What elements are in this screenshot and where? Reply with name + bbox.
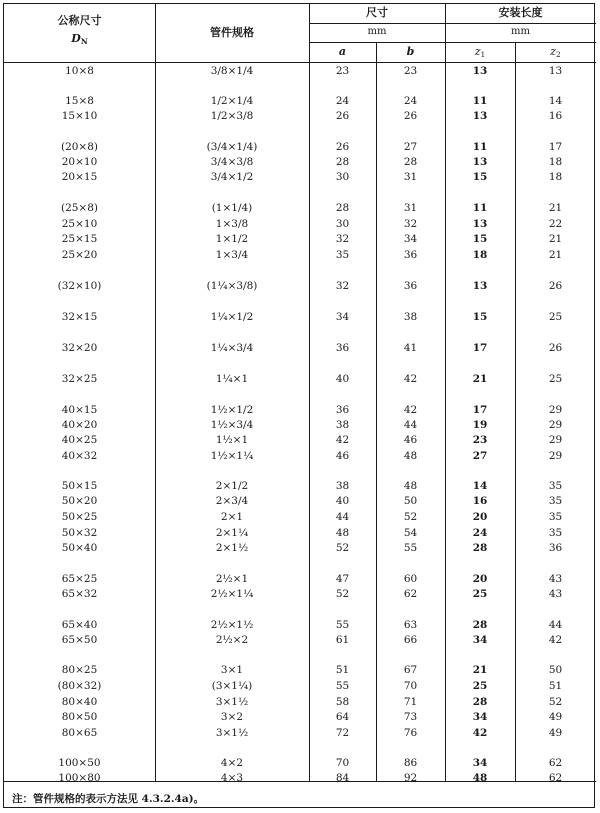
z2-cell: 13 xyxy=(548,65,563,77)
a-cell: 30 xyxy=(335,218,350,230)
z2-cell: 36 xyxy=(548,542,563,554)
spec-cell: 1¼×1/2 xyxy=(210,311,254,323)
z2-cell: 25 xyxy=(548,311,563,323)
z2-cell: 25 xyxy=(548,373,563,385)
b-cell: 32 xyxy=(403,218,418,230)
z1-cell: 25 xyxy=(472,588,488,600)
b-cell: 44 xyxy=(403,419,418,431)
spec-cell: 1½×3/4 xyxy=(210,419,254,431)
z1-cell: 11 xyxy=(472,141,488,153)
a-cell: 36 xyxy=(335,342,350,354)
b-cell: 38 xyxy=(403,311,418,323)
b-cell: 92 xyxy=(403,772,418,784)
dn-cell: 25×20 xyxy=(61,249,98,261)
spec-cell: 2½×1 xyxy=(215,573,249,585)
spec-cell: 3×1½ xyxy=(215,696,249,708)
a-cell: 32 xyxy=(335,233,350,245)
dn-cell: 40×15 xyxy=(61,404,98,416)
col-a-header: a xyxy=(338,45,347,58)
z2-cell: 16 xyxy=(548,110,563,122)
z1-cell: 11 xyxy=(472,95,488,107)
a-cell: 32 xyxy=(335,280,350,292)
a-cell: 35 xyxy=(335,249,350,261)
z2-cell: 29 xyxy=(548,419,563,431)
install-group-unit: mm xyxy=(511,26,530,37)
a-cell: 26 xyxy=(335,110,350,122)
col-z1-header: $z_1$ xyxy=(474,45,486,59)
a-cell: 55 xyxy=(335,619,350,631)
spec-header-title: 管件规格 xyxy=(210,26,254,39)
spec-cell: 2½×1½ xyxy=(210,619,254,631)
dn-header-symbol: $D_N$ xyxy=(71,32,88,46)
b-cell: 42 xyxy=(403,373,418,385)
spec-cell: 1×3/4 xyxy=(215,249,249,261)
spec-cell: 2×1½ xyxy=(215,542,249,554)
b-cell: 55 xyxy=(403,542,418,554)
spec-cell: 2×3/4 xyxy=(215,495,249,507)
a-cell: 24 xyxy=(335,95,350,107)
z1-cell: 18 xyxy=(472,249,488,261)
z2-cell: 49 xyxy=(548,727,563,739)
a-cell: 30 xyxy=(335,171,350,183)
a-cell: 42 xyxy=(335,434,350,446)
dn-cell: 40×20 xyxy=(61,419,98,431)
z1-cell: 16 xyxy=(472,495,488,507)
a-cell: 38 xyxy=(335,419,350,431)
z1-cell: 24 xyxy=(472,527,488,539)
z1-cell: 15 xyxy=(472,233,488,245)
spec-cell: 3×1 xyxy=(220,664,244,676)
b-cell: 27 xyxy=(403,141,418,153)
z2-cell: 62 xyxy=(548,757,563,769)
b-cell: 34 xyxy=(403,233,418,245)
spec-cell: 2×1 xyxy=(220,511,244,523)
z2-cell: 51 xyxy=(548,680,563,692)
spec-cell: 3/4×1/2 xyxy=(210,171,254,183)
z1-cell: 28 xyxy=(472,696,488,708)
dn-cell: 65×32 xyxy=(61,588,98,600)
dn-cell: 80×65 xyxy=(61,727,98,739)
a-cell: 40 xyxy=(335,373,350,385)
dn-header-title: 公称尺寸 xyxy=(57,14,102,27)
dn-cell: 100×80 xyxy=(58,772,101,784)
z1-cell: 19 xyxy=(472,419,488,431)
dn-cell: 32×15 xyxy=(61,311,98,323)
spec-cell: 4×3 xyxy=(220,772,244,784)
z1-cell: 14 xyxy=(472,480,488,492)
z1-cell: 20 xyxy=(472,511,488,523)
z1-cell: 34 xyxy=(472,634,488,646)
z1-cell: 15 xyxy=(472,311,488,323)
a-cell: 38 xyxy=(335,480,350,492)
z2-cell: 29 xyxy=(548,404,563,416)
z1-cell: 21 xyxy=(472,373,488,385)
b-cell: 26 xyxy=(403,110,418,122)
a-cell: 26 xyxy=(335,141,350,153)
z1-cell: 27 xyxy=(472,450,488,462)
b-cell: 63 xyxy=(403,619,418,631)
a-cell: 28 xyxy=(335,202,350,214)
a-cell: 34 xyxy=(335,311,350,323)
z2-cell: 18 xyxy=(548,171,563,183)
z2-cell: 52 xyxy=(548,696,563,708)
z2-cell: 50 xyxy=(548,664,563,676)
spec-cell: 3×2 xyxy=(220,711,244,723)
a-cell: 55 xyxy=(335,680,350,692)
z1-cell: 25 xyxy=(472,680,488,692)
spec-cell: 1/2×1/4 xyxy=(210,95,254,107)
dn-cell: 15×10 xyxy=(61,110,98,122)
z1-cell: 13 xyxy=(472,218,488,230)
size-group-title: 尺寸 xyxy=(366,6,388,19)
spec-cell: 1×1/2 xyxy=(215,233,249,245)
z1-cell: 28 xyxy=(472,542,488,554)
b-cell: 86 xyxy=(403,757,418,769)
b-cell: 50 xyxy=(403,495,418,507)
z2-cell: 22 xyxy=(548,218,563,230)
a-cell: 84 xyxy=(335,772,350,784)
b-cell: 71 xyxy=(403,696,418,708)
dn-cell: 100×50 xyxy=(58,757,101,769)
b-cell: 24 xyxy=(403,95,418,107)
a-cell: 64 xyxy=(335,711,350,723)
dn-cell: 80×50 xyxy=(61,711,98,723)
dn-cell: 50×20 xyxy=(61,495,98,507)
b-cell: 42 xyxy=(403,404,418,416)
a-cell: 23 xyxy=(335,65,350,77)
a-cell: 44 xyxy=(335,511,350,523)
spec-cell: 1½×1 xyxy=(215,434,249,446)
install-group-title: 安装长度 xyxy=(498,6,543,19)
z1-cell: 20 xyxy=(472,573,488,585)
z2-cell: 29 xyxy=(548,434,563,446)
dn-cell: 50×25 xyxy=(61,511,98,523)
header-divider xyxy=(309,23,596,24)
b-cell: 67 xyxy=(403,664,418,676)
spec-cell: 3/4×3/8 xyxy=(210,156,254,168)
z1-cell: 13 xyxy=(472,110,488,122)
dn-cell: 20×15 xyxy=(61,171,98,183)
a-cell: 58 xyxy=(335,696,350,708)
spec-cell: 2×1¼ xyxy=(215,527,249,539)
spec-cell: (1¼×3/8) xyxy=(206,280,258,292)
b-cell: 28 xyxy=(403,156,418,168)
dn-cell: 40×32 xyxy=(61,450,98,462)
z1-cell: 13 xyxy=(472,156,488,168)
z2-cell: 26 xyxy=(548,342,563,354)
z1-cell: 34 xyxy=(472,757,488,769)
z2-cell: 43 xyxy=(548,573,563,585)
a-cell: 72 xyxy=(335,727,350,739)
spec-cell: 1/2×3/8 xyxy=(210,110,254,122)
spec-cell: (3×1¼) xyxy=(211,680,253,692)
dn-cell: 65×25 xyxy=(61,573,98,585)
z1-cell: 17 xyxy=(472,404,488,416)
spec-cell: 2×1/2 xyxy=(215,480,249,492)
z2-cell: 35 xyxy=(548,511,563,523)
a-cell: 47 xyxy=(335,573,350,585)
dn-cell: 32×20 xyxy=(61,342,98,354)
z2-cell: 14 xyxy=(548,95,563,107)
spec-cell: (3/4×1/4) xyxy=(206,141,258,153)
dn-cell: 25×10 xyxy=(61,218,98,230)
header-bottom-rule xyxy=(4,62,596,63)
z1-cell: 17 xyxy=(472,342,488,354)
z1-cell: 13 xyxy=(472,65,488,77)
a-cell: 51 xyxy=(335,664,350,676)
dn-cell: 32×25 xyxy=(61,373,98,385)
header-divider xyxy=(309,42,596,43)
b-cell: 62 xyxy=(403,588,418,600)
b-cell: 36 xyxy=(403,280,418,292)
dn-cell: 10×8 xyxy=(65,65,94,77)
z2-cell: 44 xyxy=(548,619,563,631)
b-cell: 41 xyxy=(403,342,418,354)
z1-cell: 42 xyxy=(472,727,488,739)
a-cell: 28 xyxy=(335,156,350,168)
b-cell: 48 xyxy=(403,480,418,492)
dn-cell: (20×8) xyxy=(60,141,99,153)
b-cell: 31 xyxy=(403,202,418,214)
dn-cell: (80×32) xyxy=(57,680,102,692)
b-cell: 54 xyxy=(403,527,418,539)
b-cell: 48 xyxy=(403,450,418,462)
col-b-header: b xyxy=(406,45,415,58)
dn-cell: 50×40 xyxy=(61,542,98,554)
spec-cell: 4×2 xyxy=(220,757,244,769)
spec-cell: 1¼×1 xyxy=(215,373,249,385)
a-cell: 70 xyxy=(335,757,350,769)
z1-cell: 48 xyxy=(472,772,488,784)
z2-cell: 21 xyxy=(548,202,563,214)
dn-cell: 65×50 xyxy=(61,634,98,646)
z2-cell: 62 xyxy=(548,772,563,784)
b-cell: 23 xyxy=(403,65,418,77)
b-cell: 70 xyxy=(403,680,418,692)
dn-cell: 80×25 xyxy=(61,664,98,676)
table-note: 注：管件规格的表示方法见 4.3.2.4a)。 xyxy=(12,793,205,805)
z2-cell: 17 xyxy=(548,141,563,153)
a-cell: 46 xyxy=(335,450,350,462)
spec-cell: 3/8×1/4 xyxy=(210,65,254,77)
z2-cell: 35 xyxy=(548,527,563,539)
spec-cell: 1½×1¼ xyxy=(210,450,254,462)
dn-cell: 40×25 xyxy=(61,434,98,446)
dn-cell: 50×32 xyxy=(61,527,98,539)
z2-cell: 43 xyxy=(548,588,563,600)
a-cell: 40 xyxy=(335,495,350,507)
z1-cell: 34 xyxy=(472,711,488,723)
b-cell: 60 xyxy=(403,573,418,585)
dn-cell: 65×40 xyxy=(61,619,98,631)
b-cell: 76 xyxy=(403,727,418,739)
z2-cell: 18 xyxy=(548,156,563,168)
dn-cell: 20×10 xyxy=(61,156,98,168)
z2-cell: 42 xyxy=(548,634,563,646)
a-cell: 61 xyxy=(335,634,350,646)
dn-cell: 15×8 xyxy=(65,95,94,107)
a-cell: 36 xyxy=(335,404,350,416)
z2-cell: 21 xyxy=(548,233,563,245)
z1-cell: 23 xyxy=(472,434,488,446)
z1-cell: 21 xyxy=(472,664,488,676)
a-cell: 48 xyxy=(335,527,350,539)
b-cell: 46 xyxy=(403,434,418,446)
size-group-unit: mm xyxy=(367,26,387,37)
col-z2-header: $z_2$ xyxy=(550,45,561,59)
a-cell: 52 xyxy=(335,542,350,554)
z1-cell: 28 xyxy=(472,619,488,631)
b-cell: 36 xyxy=(403,249,418,261)
z1-cell: 11 xyxy=(472,202,488,214)
dn-cell: 50×15 xyxy=(61,480,98,492)
fitting-dimensions-table xyxy=(3,3,595,808)
z2-cell: 35 xyxy=(548,480,563,492)
spec-cell: 1×3/8 xyxy=(215,218,249,230)
spec-cell: 1¼×3/4 xyxy=(210,342,254,354)
dn-cell: (25×8) xyxy=(60,202,99,214)
spec-cell: (1×1/4) xyxy=(211,202,253,214)
z2-cell: 29 xyxy=(548,450,563,462)
spec-cell: 3×1½ xyxy=(215,727,249,739)
spec-cell: 1½×1/2 xyxy=(210,404,254,416)
dn-cell: 80×40 xyxy=(61,696,98,708)
dn-cell: 25×15 xyxy=(61,233,98,245)
b-cell: 52 xyxy=(403,511,418,523)
z2-cell: 35 xyxy=(548,495,563,507)
z2-cell: 21 xyxy=(548,249,563,261)
dn-cell: (32×10) xyxy=(57,280,102,292)
z2-cell: 49 xyxy=(548,711,563,723)
z1-cell: 15 xyxy=(472,171,488,183)
spec-cell: 2½×2 xyxy=(215,634,249,646)
spec-cell: 2½×1¼ xyxy=(210,588,254,600)
z2-cell: 26 xyxy=(548,280,563,292)
b-cell: 73 xyxy=(403,711,418,723)
a-cell: 52 xyxy=(335,588,350,600)
z1-cell: 13 xyxy=(472,280,488,292)
b-cell: 66 xyxy=(403,634,418,646)
b-cell: 31 xyxy=(403,171,418,183)
